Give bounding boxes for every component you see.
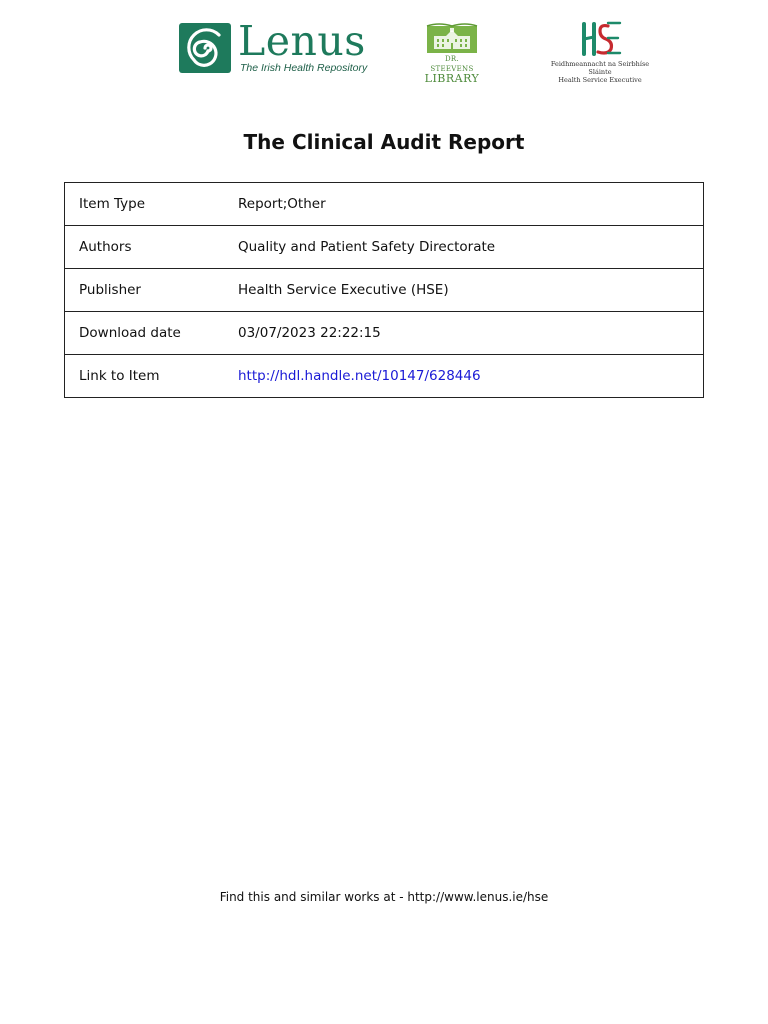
hse-name-english: Health Service Executive [558,76,642,84]
table-row [65,269,704,312]
hse-logo [548,20,652,84]
footer-note: Find this and similar works at - http://www.lenus.ie/hse [219,890,549,904]
link-to-item-cell [225,355,704,398]
hse-name-irish: Feidhmeannacht na Seirbhíse Sláinte [550,60,650,76]
table-row [65,183,704,226]
library-name-line2: LIBRARY [424,72,480,85]
item-type-label: Item Type [65,183,226,226]
publisher-label: Publisher [65,269,226,312]
lenus-tagline: The Irish Health Repository [240,62,368,74]
download-date-label: Download date [65,312,226,355]
library-logo [424,22,480,85]
library-name [424,54,480,84]
item-handle-link[interactable]: http://hdl.handle.net/10147/628446 [238,368,481,384]
item-type-value: Report;Other [225,183,704,226]
lenus-spiral-icon [178,22,234,74]
hse-mark-icon [578,20,622,58]
logo-bar [0,18,768,84]
lenus-wordmark: Lenus [238,17,366,65]
link-to-item-label: Link to Item [65,355,226,398]
table-row [65,355,704,398]
library-building-icon [424,22,480,54]
page-title: The Clinical Audit Report [243,130,525,154]
metadata-table [64,182,704,398]
table-row [65,312,704,355]
lenus-logo [178,17,368,78]
hse-name [548,60,652,84]
publisher-value: Health Service Executive (HSE) [225,269,704,312]
library-name-line1: DR. STEEVENS [430,55,474,73]
authors-value: Quality and Patient Safety Directorate [225,226,704,269]
authors-label: Authors [65,226,226,269]
download-date-value: 03/07/2023 22:22:15 [225,312,704,355]
table-row [65,226,704,269]
